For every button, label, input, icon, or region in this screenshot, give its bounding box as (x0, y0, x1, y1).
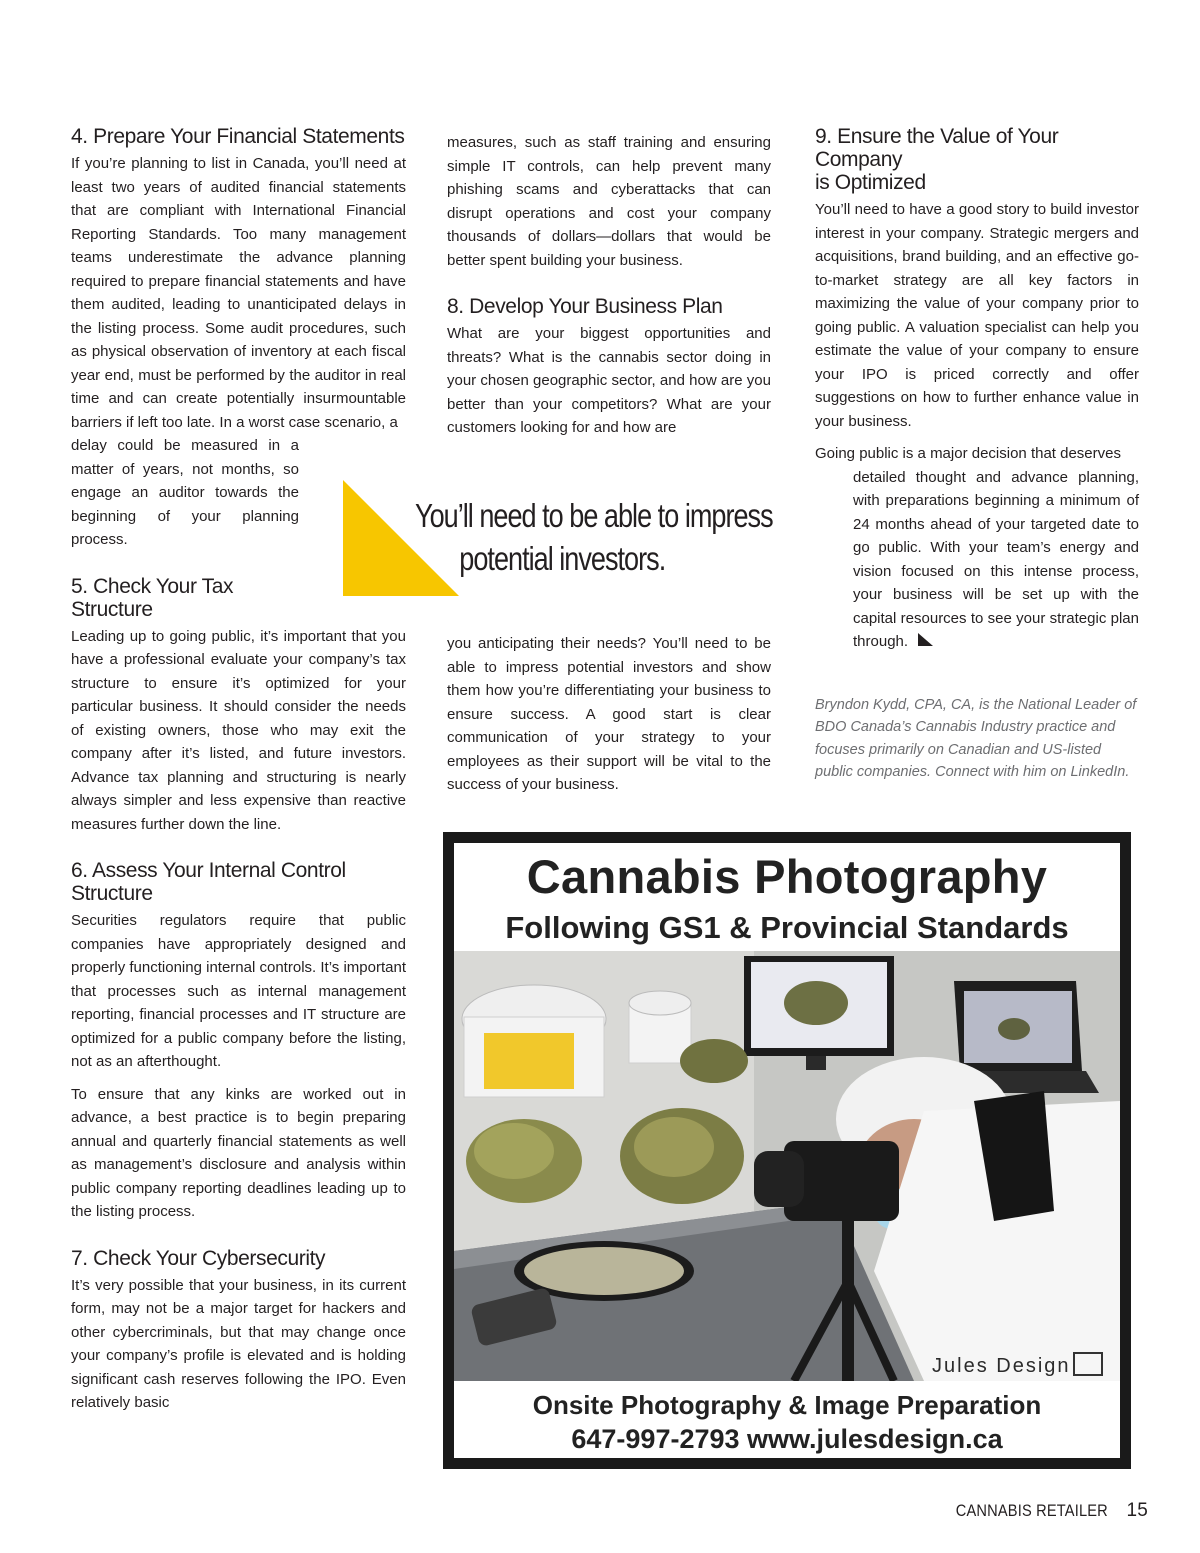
pull-quote-text (415, 494, 773, 580)
section-9-paragraph-1: You’ll need to have a good story to build investor interest in your company. Strategic mergers and acquisitions, brand building, and an effective go-to-market strategy are all key factors in maximizing the value of your company prior to going public. A valuation specialist can help you estimate the value of your company to ensure your IPO is priced correctly and offer suggestions on how to further enhance value in your business. (815, 201, 1139, 430)
section-7-heading: 7. Check Your Cybersecurity (71, 1246, 326, 1270)
ad-brand-name: Jules Design (932, 1355, 1071, 1377)
section-9-heading-line-2: is Optimized (815, 171, 926, 194)
pull-quote-line-2: potential investors. (459, 540, 666, 577)
section-5-heading-line-2: Structure (71, 597, 153, 621)
section-6-heading (71, 859, 406, 905)
article-column-2-continued (447, 632, 771, 797)
ad-photo (454, 951, 1120, 1381)
section-9-paragraph-2-text: detailed thought and advance planning, with preparations beginning a minimum of 24 months ahead of your targeted date to go public. With your team’s energy and vision focused on this intense process, your business will be set up with the capital resources to see your strategic plan through. (853, 468, 1139, 650)
section-8-paragraph: What are your biggest opportunities and threats? What is the cannabis sector doing in your chosen geographic sector, and how are you better than your competitors? What are your customers looking for and how are (447, 325, 771, 436)
section-7-continuation: measures, such as staff training and ensuring simple IT controls, can help prevent many phishing scams and cyberattacks that can disrupt operations and cost your company thousands of dollars—dollars that would be better spent building your business. (447, 134, 771, 269)
advertisement-body (454, 843, 1120, 1458)
author-byline: Bryndon Kydd, CPA, CA, is the National Leader of BDO Canada’s Cannabis Industry practice and focuses primarily on Canadian and US-listed public companies. Connect with him on LinkedIn. (815, 696, 1137, 780)
section-5-heading-line-1: 5. Check Your Tax (71, 574, 234, 598)
end-of-article-icon (918, 633, 934, 647)
article-column-2 (447, 131, 771, 440)
ad-subtitle: Following GS1 & Provincial Standards (505, 910, 1069, 945)
ad-contact-info[interactable]: 647-997-2793 www.julesdesign.ca (571, 1424, 1003, 1454)
section-9-heading-line-1: 9. Ensure the Value of Your Company (815, 125, 1059, 171)
pull-quote (343, 480, 803, 598)
article-column-1 (71, 125, 406, 1415)
advertisement[interactable] (443, 832, 1131, 1469)
section-4-paragraph-wrapped: delay could be measured in a matter of years, not months, so engage an auditor towards the beginning of your planning process. (71, 437, 299, 548)
section-6-paragraph-2: To ensure that any kinks are worked out in advance, a best practice is to begin preparing annual and quarterly financial statements as well as management’s disclosure and analysis within public company reporting deadlines leading up to the listing process. (71, 1085, 406, 1220)
ad-title: Cannabis Photography (526, 850, 1048, 903)
section-4-heading: 4. Prepare Your Financial Statements (71, 125, 405, 148)
section-7-paragraph: It’s very possible that your business, in its current form, may not be a major target for hackers and other cybercriminals, but that may change once your company’s profile is elevated and is holding significant cash reserves following the IPO. Even relatively basic (71, 1276, 406, 1411)
section-6-heading-line-2: Structure (71, 882, 153, 905)
section-6-paragraph-1: Securities regulators require that public companies have appropriately designed and properly functioning internal controls. It’s important that processes such as internal management reporting, financial processes and IT structure are optimized for a public company before the listing, not as an afterthought. (71, 912, 406, 1070)
section-6-heading-line-1: 6. Assess Your Internal Control (71, 859, 346, 882)
section-9-paragraph-2 (815, 466, 1139, 654)
section-8-paragraph-continued: you anticipating their needs? You’ll need to be able to impress potential investors and show them how you’re differentiating your business to ensure success. A good start is clear communication of your strategy to your employees as their support will be vital to the success of your business. (447, 635, 771, 793)
page-number: 15 (1126, 1500, 1148, 1521)
pull-quote-line-1: You’ll need to be able to impress (415, 497, 773, 534)
publication-name: CANNABIS RETAILER (955, 1501, 1108, 1520)
section-9-heading (815, 125, 1139, 194)
section-9-paragraph-2-lead: Going public is a major decision that deserves (815, 445, 1121, 462)
section-8-heading: 8. Develop Your Business Plan (447, 295, 723, 318)
section-5-paragraph: Leading up to going public, it’s important that you have a professional evaluate your company’s tax structure to ensure it’s optimized for your particular business. It should consider the needs of existing owners, those who may exit the company after it’s listed, and future investors. Advance tax planning and structuring is nearly always simpler and less expensive than reactive measures further down the line. (71, 627, 406, 833)
section-4-paragraph: If you’re planning to list in Canada, you’ll need at least two years of audited financial statements that are compliant with International Financial Reporting Standards. Too many management teams underestimate the advance planning required to prepare financial statements and have them audited, leading to unanticipated delays in the listing process. Some audit procedures, such as physical observation of inventory at each fiscal year end, must be performed by the auditor in real time and can create potentially insurmountable barriers if left too late. In a worst case scenario, a (71, 155, 406, 431)
page-footer (931, 1500, 1148, 1522)
ad-call-to-action: Onsite Photography & Image Preparation (532, 1390, 1042, 1420)
article-column-3 (815, 125, 1139, 784)
